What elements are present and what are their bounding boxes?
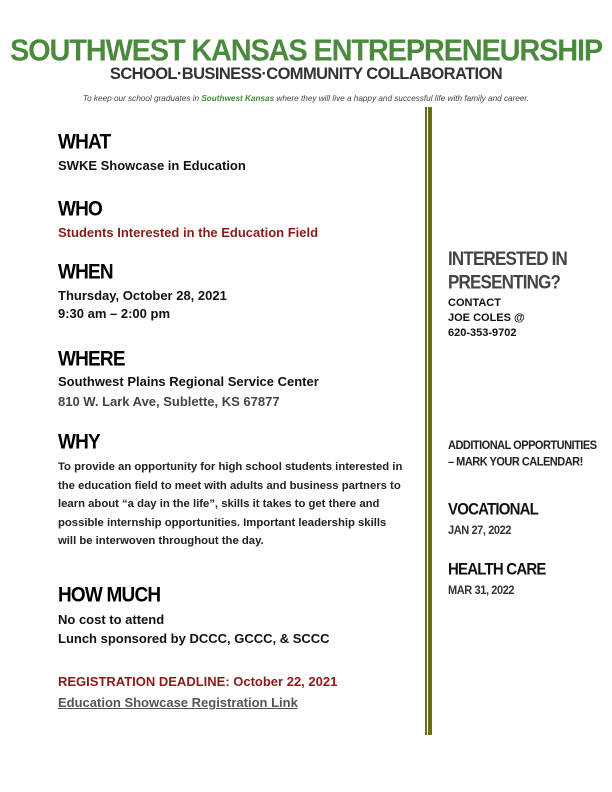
- why-text: To provide an opportunity for high school students interested in the education field to meet with adults and business partners to learn about “a day in the life”, skills it takes to get there and possible internship opportunities. Important leadership skills will be interwoven throughout the day.: [58, 461, 403, 547]
- where-heading: WHERE: [58, 348, 125, 372]
- page-title: SOUTHWEST KANSAS ENTREPRENEURSHIP: [9, 34, 602, 68]
- when-heading: WHEN: [58, 261, 113, 285]
- tagline: [0, 94, 612, 103]
- when-time: 9:30 am – 2:00 pm: [58, 306, 171, 321]
- tagline-end: where they will live a happy and successful life with family and career.: [274, 94, 530, 103]
- where-venue: Southwest Plains Regional Service Center: [58, 374, 319, 389]
- who-heading: WHO: [58, 198, 103, 222]
- how-much-heading: HOW MUCH: [58, 584, 161, 608]
- who-text: Students Interested in the Education Field: [58, 225, 319, 240]
- contact-label: CONTACT: [448, 297, 501, 309]
- where-address: 810 W. Lark Ave, Sublette, KS 67877: [58, 394, 280, 409]
- when-date: Thursday, October 28, 2021: [58, 288, 227, 303]
- why-heading: WHY: [58, 431, 100, 455]
- page-subtitle: SCHOOL·BUSINESS·COMMUNITY COLLABORATION: [109, 65, 503, 83]
- healthcare-label: HEALTH CARE: [448, 560, 546, 579]
- additional-opportunities: ADDITIONAL OPPORTUNITIES – MARK YOUR CALENDAR!: [448, 439, 597, 469]
- tagline-start: To keep our school graduates in: [82, 94, 202, 103]
- contact-phone: 620-353-9702: [448, 327, 517, 339]
- column-divider: [425, 107, 432, 735]
- what-text: SWKE Showcase in Education: [58, 158, 246, 173]
- vocational-label: VOCATIONAL: [448, 500, 539, 519]
- interested-heading: INTERESTED IN PRESENTING?: [448, 248, 568, 293]
- healthcare-date: MAR 31, 2022: [448, 584, 515, 598]
- registration-link[interactable]: Education Showcase Registration Link: [58, 695, 298, 710]
- registration-deadline: REGISTRATION DEADLINE: October 22, 2021: [58, 674, 338, 689]
- what-heading: WHAT: [58, 131, 111, 155]
- contact-name: JOE COLES @: [448, 312, 525, 324]
- tagline-highlight: Southwest Kansas: [201, 94, 275, 103]
- how-much-lunch: Lunch sponsored by DCCC, GCCC, & SCCC: [58, 631, 330, 646]
- vocational-date: JAN 27, 2022: [448, 524, 512, 538]
- how-much-cost: No cost to attend: [58, 612, 165, 627]
